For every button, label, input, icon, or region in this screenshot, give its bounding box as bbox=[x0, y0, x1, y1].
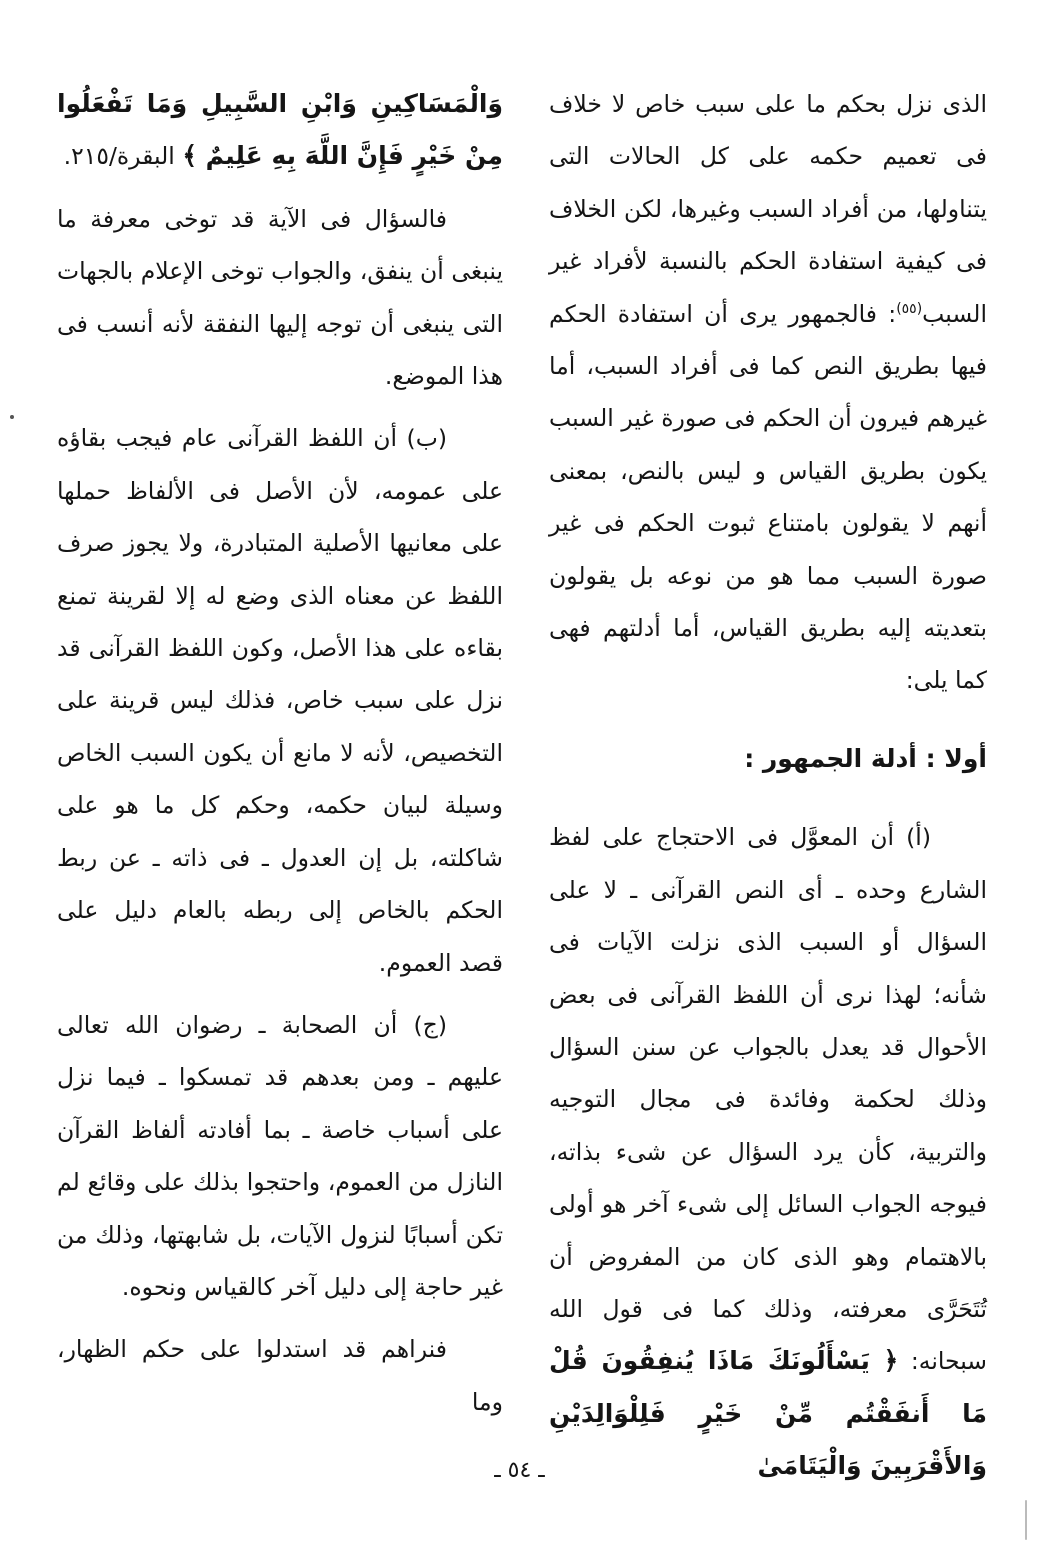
footnote-reference: (٥٥) bbox=[896, 300, 923, 317]
spacer bbox=[57, 402, 503, 412]
closing-paragraph: فنراهم قد استدلوا على حكم الظهار، وما bbox=[57, 1335, 503, 1416]
quran-verse-part-1: ﴿ يَسْأَلُونَكَ مَاذَا يُنفِقُونَ قُلْ مَا أَنفَقْتُم مِّنْ خَيْرٍ فَلِلْوَالِدَيْنِ وَالأَقْرَبِينَ وَالْيَتَامَىٰ bbox=[549, 1346, 987, 1481]
scan-speck bbox=[10, 415, 14, 419]
quran-continuation-paragraph bbox=[57, 78, 503, 183]
spacer bbox=[57, 989, 503, 999]
right-paragraph-intro bbox=[549, 78, 987, 707]
spacer bbox=[57, 183, 503, 193]
spacer bbox=[57, 1313, 503, 1323]
argument-a-text: (أ) أن المعوَّل فى الاحتجاج على لفظ الشارع وحده ـ أى النص القرآنى ـ لا على السؤال أو السبب الذى نزلت الآيات فى شأنه؛ لهذا نرى أن اللفظ القرآنى فى بعض الأحوال قد يعدل بالجواب عن سنن السؤال وذلك لحكمة وفائدة فى مجال التوجيه والتربية، كأن يرد السؤال عن شىء بذاته، فيوجه الجواب السائل إلى شىء آخر هو أولى بالاهتمام وهو الذى كان من المفروض أن تُتَحَرَّى معرفته، وذلك كما فى قول الله سبحانه: bbox=[549, 823, 987, 1376]
spacer bbox=[549, 785, 987, 811]
scan-edge-mark bbox=[1025, 1500, 1027, 1540]
argument-b-paragraph: (ب) أن اللفظ القرآنى عام فيجب بقاؤه على عمومه، لأن الأصل فى الألفاظ حملها على معانيها الأصلية المتبادرة، ولا يجوز صرف اللفظ عن معناه الذى وضع له إلا لقرينة تمنع بقاءه على هذا الأصل، وكون اللفظ القرآنى قد نزل على سبب خاص، فذلك ليس قرينة على التخصيص، لأنه لا مانع أن يكون السبب الخاص وسيلة لبيان حكمه، وحكم كل ما هو على شاكلته، بل إن العدول ـ فى ذاته ـ عن ربط الحكم بالخاص إلى ربطه بالعام دليل على قصد العموم. bbox=[57, 424, 503, 977]
argument-c-paragraph: (ج) أن الصحابة ـ رضوان الله تعالى عليهم ـ ومن بعدهم قد تمسكوا ـ فيما نزل على أسباب خاصة ـ بما أفادته ألفاظ القرآن النازل من العموم، واحتجوا بذلك على وقائع لم تكن أسبابًا لنزول الآيات، بل شابهتها، وذلك من غير حاجة إلى دليل آخر كالقياس ونحوه. bbox=[57, 1010, 503, 1301]
right-column bbox=[549, 78, 987, 1493]
quran-reference: البقرة/٢١٥. bbox=[63, 142, 175, 171]
intro-text-continued: : فالجمهور يرى أن استفادة الحكم فيها بطريق النص كما فى أفراد السبب، أما غيرهم فيرون أن الحكم فى صورة غير السبب يكون بطريق القياس و ليس بالنص، بمعنى أنهم لا يقولون بامتناع ثبوت الحكم فى غير صورة السبب مما هو من نوعه بل يقولون بتعديته إليه بطريق القياس، أما أدلتهم فهى كما يلى: bbox=[549, 299, 987, 695]
argument-a-paragraph bbox=[549, 811, 987, 1492]
page-number: ـ ٥٤ ـ bbox=[494, 1458, 545, 1483]
spacer bbox=[549, 707, 987, 733]
section-heading: أولا : أدلة الجمهور : bbox=[744, 743, 987, 773]
left-column bbox=[57, 78, 503, 1428]
explanation-paragraph: فالسؤال فى الآية قد توخى معرفة ما ينبغى أن ينفق، والجواب توخى الإعلام بالجهات التى ينبغى أن توجه إليها النفقة لأنه أنسب فى هذا الموضع. bbox=[57, 204, 503, 391]
intro-text: الذى نزل بحكم ما على سبب خاص لا خلاف فى تعميم حكمه على كل الحالات التى يتناولها، من أفراد السبب وغيرها، لكن الخلاف فى كيفية استفادة الحكم بالنسبة لأفراد غير السبب bbox=[549, 90, 987, 328]
quran-verse-part-2: وَالْمَسَاكِينِ وَابْنِ السَّبِيلِ وَمَا تَفْعَلُوا مِنْ خَيْرٍ فَإِنَّ اللَّهَ بِهِ عَلِيمٌ ﴾ bbox=[57, 89, 503, 171]
